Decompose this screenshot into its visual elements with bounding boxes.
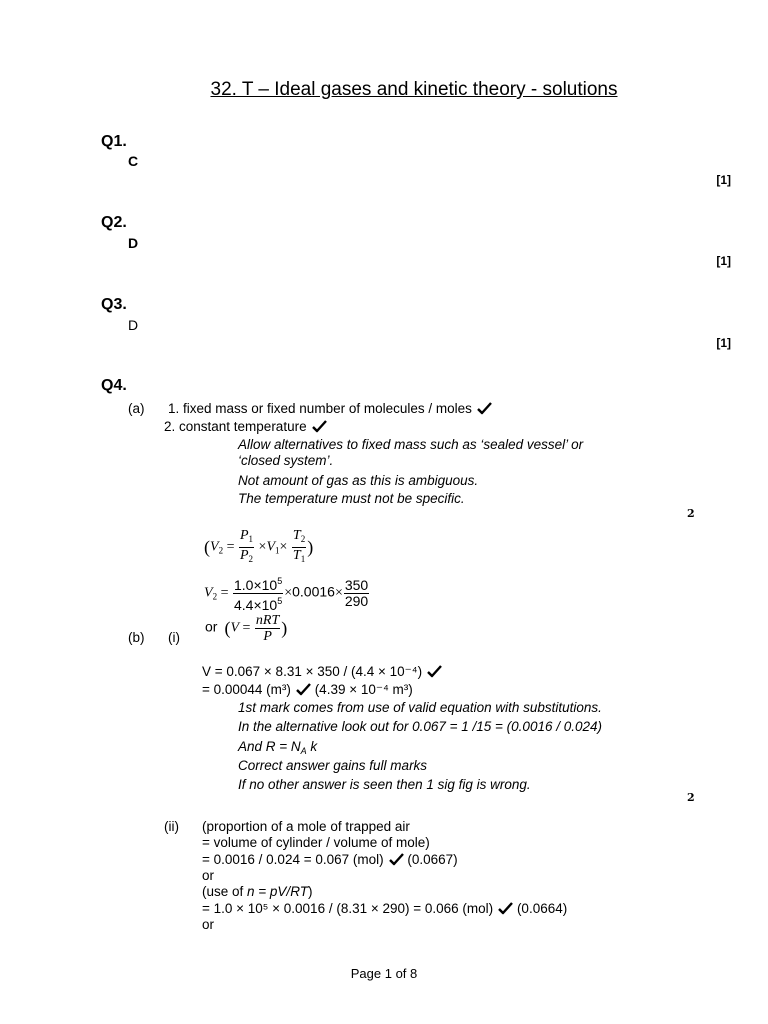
eq-num: 1.0 bbox=[233, 577, 254, 593]
eq-num: 10 bbox=[261, 577, 278, 593]
eq-times: × bbox=[258, 539, 267, 555]
part-b-i-note-1: 1st mark comes from use of valid equation with substitutions. bbox=[238, 700, 602, 715]
check-mark-icon bbox=[389, 853, 404, 866]
check-mark-icon bbox=[312, 420, 327, 433]
question-1-label: Q1. bbox=[101, 133, 127, 150]
eq-num: 10 bbox=[261, 597, 278, 613]
question-2-label: Q2. bbox=[101, 214, 127, 231]
question-3-label: Q3. bbox=[101, 296, 127, 313]
part-b-ii-line-2: = volume of cylinder / volume of mole) bbox=[202, 835, 430, 850]
eq-sub: 1 bbox=[275, 545, 280, 556]
eq-sub: 2 bbox=[212, 591, 218, 602]
part-a-line-1-text: 1. fixed mass or fixed number of molecules / moles bbox=[168, 401, 472, 416]
eq-fraction-pressure bbox=[239, 528, 254, 567]
part-b-i-note-3 bbox=[238, 739, 317, 756]
eq-var: nRT bbox=[255, 613, 280, 628]
part-b-i-note-5: If no other answer is seen then 1 sig fig is wrong. bbox=[238, 777, 531, 792]
note-text: k bbox=[306, 739, 318, 754]
part-b-i-marks: 2 bbox=[687, 791, 695, 804]
line-text: ) bbox=[307, 884, 313, 899]
line-text: = 1.0 × 10⁵ × 0.0016 / (8.31 × 290) = 0.066 (mol) bbox=[202, 901, 494, 916]
eq-var: P bbox=[239, 548, 249, 563]
check-mark-icon bbox=[498, 902, 513, 915]
eq-var: T bbox=[292, 528, 301, 543]
question-3-answer: D bbox=[128, 317, 139, 333]
part-a-line-2-text: 2. constant temperature bbox=[164, 419, 307, 434]
eq-sign: = bbox=[220, 585, 229, 601]
part-a-note-4: The temperature must not be specific. bbox=[238, 491, 465, 506]
question-1-mark: [1] bbox=[716, 173, 731, 187]
equation-v2-ratio: ($V_2$ = $\frac{P_1}{P_2}$ $\times V_1\times$ $\frac{T_2}{T_1}$ ) bbox=[204, 528, 313, 567]
check-mark-icon bbox=[296, 683, 311, 696]
line-alt: (0.0667) bbox=[407, 852, 458, 867]
part-b-i-note-2: In the alternative look out for 0.067 = 1 /15 = (0.0016 / 0.024) bbox=[238, 719, 602, 734]
page-footer: Page 1 of 8 bbox=[350, 966, 418, 981]
question-4-label: Q4. bbox=[101, 377, 127, 394]
eq-sign: = bbox=[226, 539, 235, 555]
part-a-note-2: ‘closed system’. bbox=[238, 453, 334, 468]
eq-sub: 2 bbox=[300, 534, 306, 544]
calc-line-2-text: = 0.00044 (m³) bbox=[202, 682, 291, 697]
eq-fraction-temperature bbox=[292, 528, 306, 567]
part-a-note-1: Allow alternatives to fixed mass such as ‘sealed vessel’ or bbox=[238, 437, 584, 452]
calc-line-1-text: V = 0.067 × 8.31 × 350 / (4.4 × 10⁻⁴) bbox=[202, 664, 423, 679]
line-alt: (0.0664) bbox=[516, 901, 568, 916]
eq-num: 290 bbox=[344, 593, 369, 609]
page-title: 32. T – Ideal gases and kinetic theory - solutions bbox=[210, 79, 618, 100]
eq-sub: 2 bbox=[248, 554, 254, 564]
part-b-ii-line-7: or bbox=[202, 917, 215, 932]
eq-num: 4.4 bbox=[233, 597, 254, 613]
eq-exp: 5 bbox=[277, 596, 283, 606]
part-b-ii-line-6 bbox=[202, 901, 567, 916]
eq-fraction-temperature-values bbox=[344, 578, 369, 609]
eq-var: P bbox=[239, 528, 249, 543]
check-mark-icon bbox=[477, 402, 492, 415]
eq-var: T bbox=[292, 548, 301, 563]
part-b-label: (b) bbox=[128, 630, 145, 645]
eq-fraction-nrt bbox=[255, 613, 280, 644]
eq-var: V bbox=[210, 539, 219, 555]
part-b-ii-line-1: (proportion of a mole of trapped air bbox=[202, 819, 410, 834]
part-b-ii-line-5 bbox=[202, 884, 312, 899]
part-b-i-label: (i) bbox=[168, 630, 180, 645]
calc-line-2-alt: (4.39 × 10⁻⁴ m³) bbox=[314, 682, 413, 697]
note-text: And R = N bbox=[238, 739, 301, 754]
note-subscript: A bbox=[300, 746, 307, 756]
question-1-answer: C bbox=[128, 153, 139, 169]
eq-num: 0.0016 bbox=[292, 583, 335, 600]
question-3-mark: [1] bbox=[716, 336, 731, 350]
or-text: or bbox=[205, 618, 218, 635]
question-2-answer: D bbox=[128, 235, 139, 251]
eq-fraction-pressure-values: $\frac{1.0\times 10^5}{4.4\times 10^5}$ bbox=[233, 576, 283, 613]
eq-times: × bbox=[279, 539, 288, 555]
eq-exp: 5 bbox=[277, 576, 283, 586]
part-a-line-1 bbox=[168, 401, 492, 416]
part-a-line-2 bbox=[164, 419, 327, 434]
eq-sub: 2 bbox=[218, 545, 224, 556]
line-text: (use of bbox=[202, 884, 248, 899]
question-2-mark: [1] bbox=[716, 254, 731, 268]
eq-num: 350 bbox=[344, 577, 369, 593]
eq-var: V bbox=[230, 620, 240, 636]
eq-var: V bbox=[266, 539, 275, 555]
part-b-i-note-4: Correct answer gains full marks bbox=[238, 758, 428, 773]
calc-line-2 bbox=[202, 682, 413, 698]
eq-var: P bbox=[263, 629, 272, 644]
part-b-ii-label: (ii) bbox=[164, 819, 179, 834]
eq-sub: 1 bbox=[300, 554, 306, 564]
line-text: = 0.0016 / 0.024 = 0.067 (mol) bbox=[202, 852, 384, 867]
part-a-marks: 2 bbox=[687, 507, 695, 520]
part-b-ii-line-4: or bbox=[202, 868, 215, 883]
equation-ideal-gas: or (V = $\frac{\text{nRT}}{P}$ ) bbox=[205, 613, 288, 644]
part-b-ii-line-3 bbox=[202, 852, 458, 867]
part-a-label: (a) bbox=[128, 401, 145, 416]
calc-line-1 bbox=[202, 664, 442, 680]
check-mark-icon bbox=[427, 665, 442, 678]
line-equation: n = pV/RT bbox=[247, 884, 308, 899]
part-a-note-3: Not amount of gas as this is ambiguous. bbox=[238, 473, 479, 488]
eq-var: V bbox=[204, 585, 213, 601]
equation-v2-substituted: $V_2$ = $\frac{1.0\times 10^5}{4.4\times 10^5}$ ×0.0016× $\frac{350}{290}$ bbox=[204, 576, 369, 613]
eq-sub: 1 bbox=[248, 534, 254, 544]
